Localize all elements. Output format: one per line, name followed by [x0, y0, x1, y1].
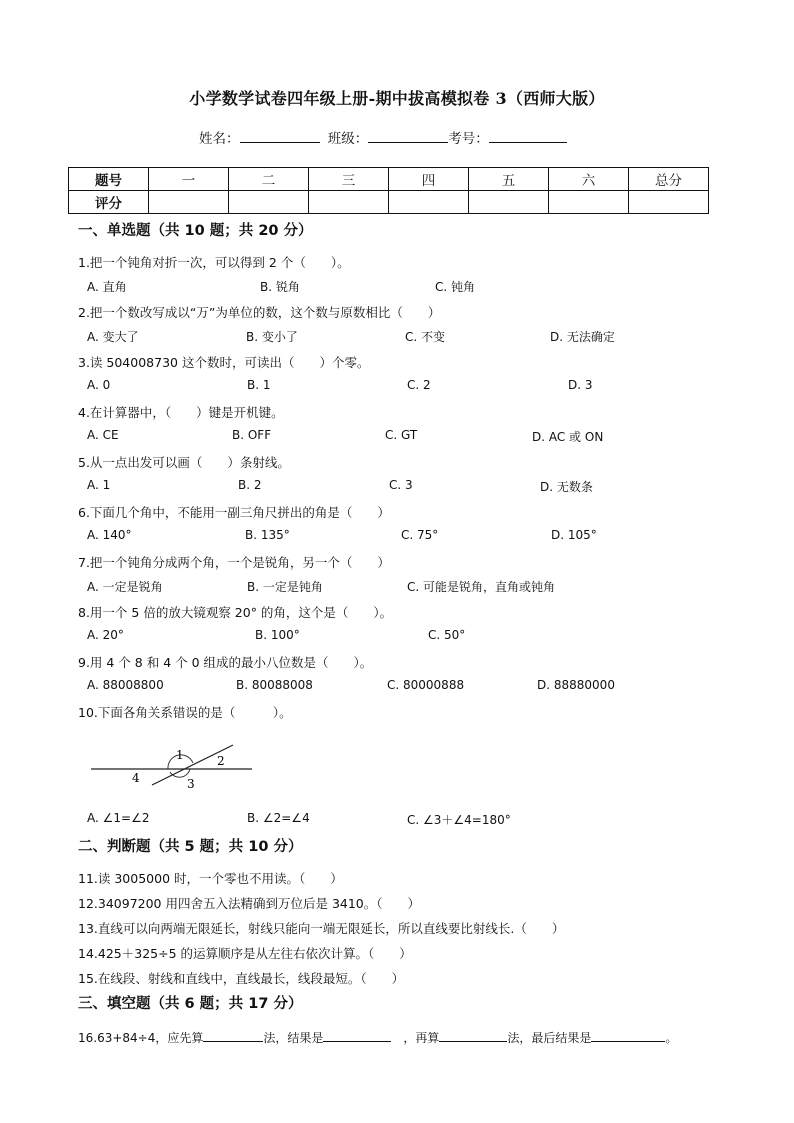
question-14: 14.425＋325÷5 的运算顺序是从左往右依次计算。（ ） [78, 946, 412, 961]
q16-part-2: 法，结果是 [263, 1031, 324, 1045]
question-3: 3.读 504008730 这个数时，可读出（ ）个零。 [78, 355, 370, 370]
q8-option-c[interactable]: C. 50° [428, 628, 466, 642]
score-table-score-row [69, 191, 709, 214]
q3-option-d[interactable]: D. 3 [568, 378, 593, 392]
exam-no-label: 考号： [448, 131, 489, 147]
name-blank[interactable] [240, 128, 320, 143]
question-12: 12.34097200 用四舍五入法精确到万位后是 3410。（ ） [78, 896, 421, 911]
q4-option-c[interactable]: C. GT [385, 428, 418, 442]
q9-option-a[interactable]: A. 88008800 [87, 678, 164, 692]
page-title: 小学数学试卷四年级上册-期中拔高模拟卷 3（西师大版） [189, 89, 605, 108]
name-label: 姓名： [199, 131, 240, 147]
q5-option-b[interactable]: B. 2 [238, 478, 262, 492]
q10-option-c[interactable]: C. ∠3＋∠4=180° [407, 813, 511, 827]
q1-option-a[interactable]: A. 直角 [87, 280, 127, 294]
q4-option-b[interactable]: B. OFF [232, 428, 272, 442]
score-header-cell: 三 [309, 168, 389, 191]
q5-option-d[interactable]: D. 无数条 [540, 480, 593, 494]
student-info-line [199, 127, 567, 147]
q3-option-a[interactable]: A. 0 [87, 378, 111, 392]
q4-option-a[interactable]: A. CE [87, 428, 119, 442]
question-8: 8.用一个 5 倍的放大镜观察 20° 的角，这个是（ ）。 [78, 605, 393, 620]
score-header-cell: 五 [469, 168, 549, 191]
q16-blank-2[interactable] [323, 1027, 391, 1042]
q9-option-d[interactable]: D. 88880000 [537, 678, 615, 692]
question-7: 7.把一个钝角分成两个角，一个是锐角，另一个（ ） [78, 555, 390, 570]
angle-3-arc [170, 769, 190, 777]
score-header-cell: 题号 [69, 168, 149, 191]
q16-blank-3[interactable] [439, 1027, 507, 1042]
q2-option-a[interactable]: A. 变大了 [87, 330, 139, 344]
q1-option-c[interactable]: C. 钝角 [435, 280, 476, 294]
class-label: 班级： [327, 131, 369, 147]
q6-option-c[interactable]: C. 75° [401, 528, 439, 542]
score-table-header-row [69, 168, 709, 191]
q16-part-1: 16.63+84÷4，应先算 [78, 1031, 204, 1045]
question-16 [78, 1027, 677, 1046]
q2-option-c[interactable]: C. 不变 [405, 330, 446, 344]
angle-label-1: 1 [176, 748, 184, 762]
q16-blank-1[interactable] [203, 1027, 263, 1042]
q8-option-b[interactable]: B. 100° [255, 628, 300, 642]
q16-part-3: ，再算 [403, 1031, 440, 1045]
q16-part-4: 法，最后结果是 [507, 1031, 592, 1045]
score-cell[interactable] [629, 191, 709, 214]
q1-option-b[interactable]: B. 锐角 [260, 280, 300, 294]
score-table [68, 167, 709, 214]
score-header-cell: 二 [229, 168, 309, 191]
score-header-cell: 六 [549, 168, 629, 191]
angle-label-4: 4 [132, 771, 140, 785]
q7-option-b[interactable]: B. 一定是钝角 [247, 580, 323, 594]
question-10: 10.下面各角关系错误的是（ ）。 [78, 705, 292, 720]
q6-option-d[interactable]: D. 105° [551, 528, 597, 542]
score-header-cell: 总分 [629, 168, 709, 191]
q9-option-c[interactable]: C. 80000888 [387, 678, 465, 692]
question-9: 9.用 4 个 8 和 4 个 0 组成的最小八位数是（ ）。 [78, 655, 373, 670]
score-header-cell: 一 [149, 168, 229, 191]
q5-option-c[interactable]: C. 3 [389, 478, 413, 492]
q8-option-a[interactable]: A. 20° [87, 628, 124, 642]
q2-option-b[interactable]: B. 变小了 [246, 330, 298, 344]
q10-option-b[interactable]: B. ∠2=∠4 [247, 811, 310, 825]
q10-option-a[interactable]: A. ∠1=∠2 [87, 811, 150, 825]
score-cell[interactable] [149, 191, 229, 214]
question-1: 1.把一个钝角对折一次，可以得到 2 个（ ）。 [78, 255, 350, 270]
score-cell[interactable] [549, 191, 629, 214]
question-6: 6.下面几个角中，不能用一副三角尺拼出的角是（ ） [78, 505, 390, 520]
q4-option-d[interactable]: D. AC 或 ON [532, 430, 604, 444]
question-5: 5.从一点出发可以画（ ）条射线。 [78, 455, 290, 470]
section-heading-true-false: 二、判断题（共 5 题；共 10 分） [78, 839, 303, 855]
score-cell[interactable] [229, 191, 309, 214]
q3-option-c[interactable]: C. 2 [407, 378, 431, 392]
score-cell[interactable] [309, 191, 389, 214]
score-header-cell: 四 [389, 168, 469, 191]
angle-label-3: 3 [187, 777, 195, 791]
section-heading-fill-in: 三、填空题（共 6 题；共 17 分） [78, 996, 303, 1012]
question-11: 11.读 3005000 时，一个零也不用读。（ ） [78, 871, 343, 886]
class-blank[interactable] [368, 128, 448, 143]
q16-part-5: 。 [665, 1031, 678, 1045]
q6-option-b[interactable]: B. 135° [245, 528, 290, 542]
question-2: 2.把一个数改写成以“万”为单位的数，这个数与原数相比（ ） [78, 305, 441, 320]
q2-option-d[interactable]: D. 无法确定 [550, 330, 615, 344]
q9-option-b[interactable]: B. 80088008 [236, 678, 313, 692]
angle-figure [88, 738, 258, 794]
score-cell[interactable] [389, 191, 469, 214]
exam-no-blank[interactable] [489, 128, 567, 143]
q6-option-a[interactable]: A. 140° [87, 528, 132, 542]
angle-label-2: 2 [217, 754, 225, 768]
question-15: 15.在线段、射线和直线中，直线最长，线段最短。（ ） [78, 971, 405, 986]
question-13: 13.直线可以向两端无限延长，射线只能向一端无限延长，所以直线要比射线长.（ ） [78, 921, 565, 936]
section-heading-single-choice: 一、单选题（共 10 题；共 20 分） [78, 223, 313, 239]
score-row-label: 评分 [69, 191, 149, 214]
q3-option-b[interactable]: B. 1 [247, 378, 271, 392]
q7-option-a[interactable]: A. 一定是锐角 [87, 580, 163, 594]
q16-blank-4[interactable] [591, 1027, 665, 1042]
question-4: 4.在计算器中，（ ）键是开机键。 [78, 405, 284, 420]
score-cell[interactable] [469, 191, 549, 214]
q5-option-a[interactable]: A. 1 [87, 478, 111, 492]
q7-option-c[interactable]: C. 可能是锐角，直角或钝角 [407, 580, 556, 594]
